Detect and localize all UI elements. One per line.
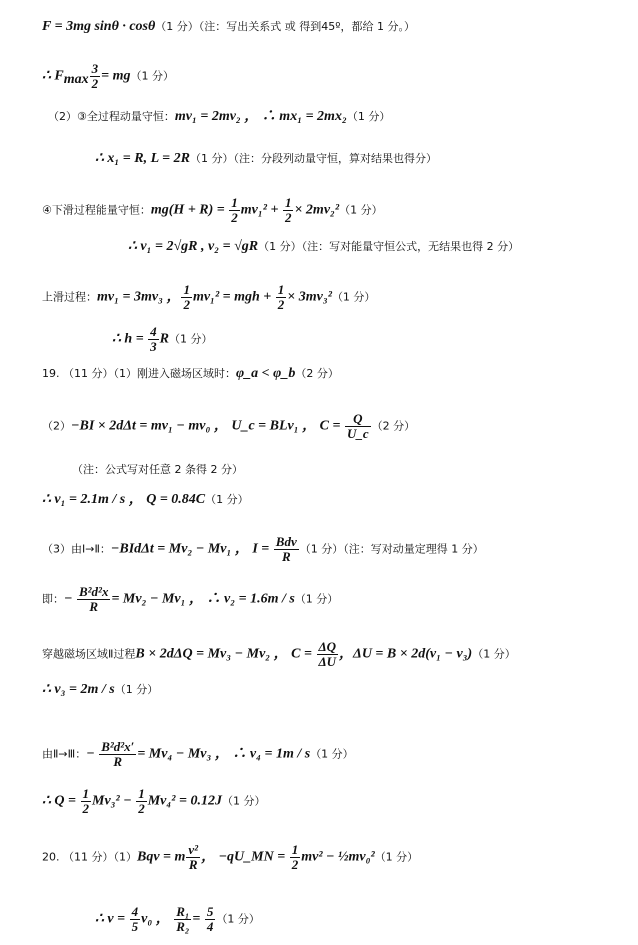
math-expression: mv₁² +	[240, 202, 282, 218]
math-expression: mv₁² = mgh +	[192, 289, 275, 305]
math-expression: Mv₃² −	[92, 793, 136, 809]
math-expression: F = 3mg sinθ · cosθ	[42, 19, 156, 34]
solution-line	[42, 683, 158, 697]
fraction-numerator: 3	[91, 61, 99, 76]
score-note: （1 分）	[339, 203, 383, 217]
math-expression: ∴ v =	[95, 911, 129, 927]
score-note: （2 分）	[371, 419, 416, 433]
math-expression: mg	[112, 68, 131, 84]
fraction	[90, 62, 101, 90]
fraction	[130, 905, 141, 933]
math-expression: mv² − ½mv₀²	[301, 849, 375, 865]
fraction-numerator: 4	[131, 904, 139, 919]
fraction-denominator: U_c	[346, 425, 369, 441]
score-note: （1 分）	[216, 912, 260, 926]
solution-line	[42, 62, 174, 90]
fraction-denominator: 2	[231, 209, 238, 225]
fraction-denominator: 2	[138, 800, 145, 816]
fraction-denominator: 2	[277, 296, 285, 312]
fraction	[276, 283, 287, 311]
math-expression: Bqv = m	[136, 849, 186, 865]
fraction	[274, 535, 299, 563]
math-expression: = Mv₂ − Mv₁ ， ∴ v₂ = 1.6m / s	[111, 591, 295, 607]
score-note: （1 分）	[310, 747, 354, 761]
fraction-denominator: 4	[206, 918, 214, 934]
math-expression: mv₁ = 3mv₃ ，	[97, 289, 181, 305]
fraction	[148, 325, 159, 353]
line-lead: （2）③全过程动量守恒：	[48, 110, 175, 123]
math-expression: mv₁ = 2mv₂ ， ∴ mx₁ = 2mx₂	[174, 109, 347, 124]
subscript: max	[63, 72, 89, 88]
math-expression: R	[159, 331, 170, 347]
math-expression: ∴ v₃ = 2m / s	[42, 682, 115, 697]
solution-line	[42, 412, 415, 440]
math-expression: −BIdΔt = Mv₂ − Mv₁ ， I =	[110, 541, 273, 557]
fraction-numerator: ΔQ	[318, 639, 337, 654]
math-expression: ∴ v₁ = 2√gR , v₂ = √gR	[128, 239, 259, 254]
solution-line	[42, 640, 516, 668]
math-expression: ∴ x₁ = R, L = 2R	[95, 151, 190, 166]
fraction-denominator: R	[188, 856, 198, 872]
fraction-numerator: 5	[206, 904, 214, 919]
math-expression: = Mv₄ − Mv₃ ， ∴ v₄ = 1m / s	[137, 746, 311, 762]
line-lead: 由Ⅱ→Ⅲ：	[42, 747, 87, 761]
score-note: （2 分）	[295, 367, 339, 380]
score-note: （1 分）	[130, 69, 175, 83]
solution-line	[42, 20, 415, 34]
fraction	[345, 412, 371, 440]
score-note: （注：公式写对任意 2 条得 2 分）	[72, 463, 243, 476]
fraction-numerator: 1	[284, 195, 292, 210]
fraction-numerator: Bdv	[275, 534, 297, 549]
fraction-numerator: B²d²x′	[101, 739, 135, 754]
fraction-denominator: R	[113, 753, 123, 769]
line-lead: 穿越磁场区域Ⅱ过程	[42, 647, 136, 661]
math-expression: × 3mv₃²	[287, 289, 332, 305]
solution-line	[128, 240, 519, 254]
fraction-denominator: R₂	[176, 918, 190, 934]
solution-line	[95, 152, 437, 166]
fraction	[136, 787, 147, 815]
score-note: （1 分）	[294, 592, 339, 606]
fraction-denominator: 2	[284, 209, 292, 225]
fraction	[205, 905, 216, 933]
fraction-numerator: 1	[138, 786, 145, 801]
line-lead: （2）	[42, 419, 71, 433]
math-expression: ，ΔU = B × 2d(v₁ − v₃)	[339, 646, 473, 662]
fraction-denominator: 2	[82, 800, 89, 816]
math-expression: Mv₄² = 0.12J	[147, 793, 222, 809]
score-note: （1 分）	[205, 493, 249, 506]
fraction-numerator: 4	[150, 324, 157, 339]
fraction-numerator: 1	[183, 282, 190, 297]
fraction	[283, 196, 294, 224]
line-lead: （3）由Ⅰ→Ⅱ：	[42, 542, 111, 556]
fraction-numerator: v²	[188, 842, 199, 857]
math-expression: × 2mv₂²	[294, 202, 340, 218]
math-expression: v₀ ，	[141, 911, 174, 927]
fraction-denominator: 2	[91, 75, 99, 91]
math-expression: ∴ F	[42, 68, 64, 84]
fraction	[77, 585, 110, 613]
line-lead: 20. （11 分）（1）	[42, 850, 137, 864]
math-expression: =	[192, 911, 204, 927]
score-note: （1 分）	[169, 332, 213, 346]
math-expression: ∴ Q =	[42, 793, 80, 809]
score-note: （1 分）	[472, 647, 516, 661]
fraction-numerator: B²d²x	[78, 584, 109, 599]
score-note: （1 分）	[331, 290, 376, 304]
score-note: （1 分）	[346, 110, 391, 123]
score-note: （1 分）（注：写对动量定理得 1 分）	[299, 542, 484, 556]
math-expression: ∴ h =	[112, 331, 148, 347]
fraction-numerator: 1	[291, 842, 299, 857]
score-note: （1 分）（注：写出关系式 或 得到45º，都给 1 分。）	[155, 20, 415, 33]
fraction-numerator: 1	[231, 195, 238, 210]
math-expression: ， −qU_MN =	[201, 849, 289, 865]
fraction	[181, 283, 192, 311]
solution-line	[95, 905, 260, 933]
solution-line	[48, 110, 390, 124]
fraction	[81, 787, 92, 815]
fraction	[186, 843, 200, 871]
fraction-denominator: ΔU	[318, 653, 337, 669]
solution-line	[42, 283, 375, 311]
fraction	[290, 843, 301, 871]
solution-line	[42, 740, 354, 768]
fraction-numerator: Q	[345, 412, 371, 427]
solution-line	[42, 367, 339, 381]
fraction-denominator: R	[89, 598, 99, 614]
math-expression: =	[101, 68, 113, 84]
score-note: （1 分）	[374, 850, 419, 864]
solution-line	[112, 325, 213, 353]
score-note: （1 分）	[114, 683, 159, 696]
solution-line	[42, 535, 484, 563]
fraction	[229, 196, 240, 224]
fraction-denominator: R	[281, 548, 291, 564]
fraction-numerator: 1	[82, 786, 89, 801]
math-expression: −	[86, 746, 99, 762]
solution-line	[42, 843, 418, 871]
math-expression: φ_a < φ_b	[235, 366, 296, 381]
solution-line	[72, 463, 243, 476]
score-note: （1 分）（注：分段列动量守恒，算对结果也得分）	[189, 152, 437, 165]
fraction-denominator: 3	[150, 338, 157, 354]
line-lead: 上滑过程：	[42, 290, 97, 304]
math-expression: −BI × 2dΔt = mv₁ − mv₀ ， U_c = BLv₁ ， C =	[71, 418, 344, 434]
solution-line	[42, 585, 338, 613]
fraction-denominator: 2	[291, 856, 299, 872]
line-lead: ④下滑过程能量守恒：	[42, 203, 151, 217]
line-lead: 19. （11 分）（1）刚进入磁场区域时：	[42, 367, 236, 380]
fraction	[174, 905, 191, 933]
fraction-denominator: 5	[131, 918, 139, 934]
math-expression: ∴ v₁ = 2.1m / s ， Q = 0.84C	[42, 492, 206, 507]
math-expression: −	[64, 591, 76, 607]
math-expression: mg(H + R) =	[150, 202, 229, 218]
fraction-numerator: R₁	[176, 904, 190, 919]
solution-line	[42, 787, 265, 815]
fraction-denominator: 2	[183, 296, 190, 312]
score-note: （1 分）	[221, 794, 266, 808]
solution-line	[42, 493, 249, 507]
fraction-numerator: 1	[277, 282, 285, 297]
score-note: （1 分）（注：写对能量守恒公式，无结果也得 2 分）	[258, 240, 520, 253]
line-lead: 即：	[42, 592, 64, 606]
fraction	[99, 740, 136, 768]
math-expression: B × 2dΔQ = Mv₃ − Mv₂ ， C =	[135, 646, 316, 662]
solution-line	[42, 196, 383, 224]
fraction	[317, 640, 339, 668]
